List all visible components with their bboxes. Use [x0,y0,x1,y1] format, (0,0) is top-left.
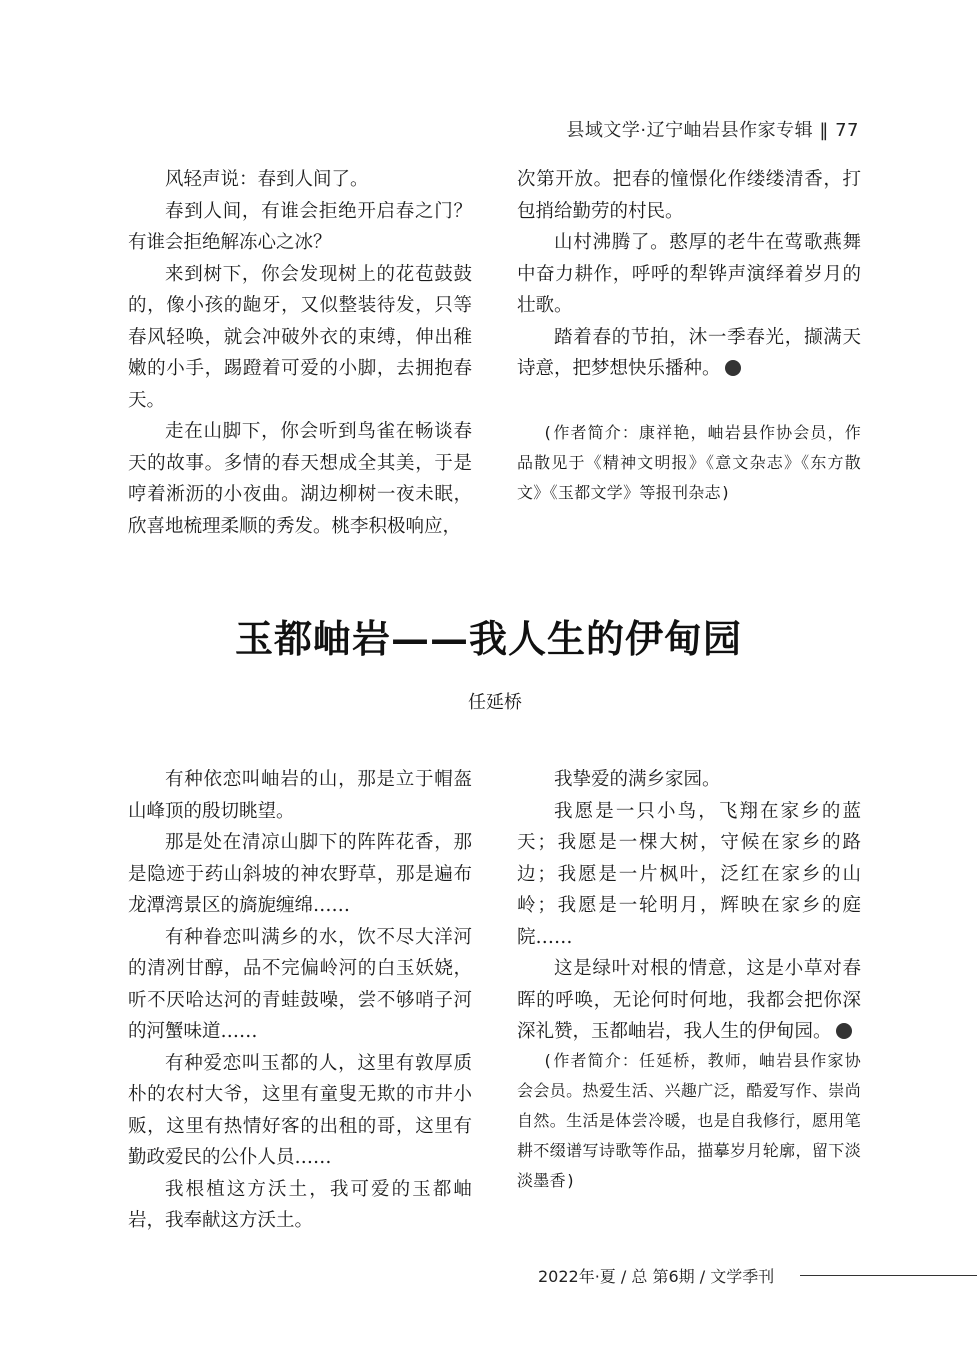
article-title: 玉都岫岩——我人生的伊甸园 [234,616,742,661]
top-left-column [128,164,472,542]
article-left-column [128,764,472,1237]
author-bio-article: (作者简介：任延桥，教师，岫岩县作家协会会员。热爱生活、兴趣广泛，酷爱写作、崇尚自然。生活是体尝冷暖，也是自我修行，愿用笔耕不缀谱写诗歌等作品，描摹岁月轮廓，留下淡淡墨香) [517,1051,861,1190]
paragraph-with-end-mark [517,322,861,385]
end-of-article-icon [836,1023,852,1039]
end-of-article-icon [725,360,741,376]
paragraph: 那是处在清凉山脚下的阵阵花香，那是隐迹于药山斜坡的神农野草，那是遍布龙潭湾景区的旖旎缠绵…… [128,832,472,916]
article-author: 任延桥 [468,692,522,713]
running-header: 县域文学·辽宁岫岩县作家专辑 ‖ 77 [566,120,859,141]
paragraph: 走在山脚下，你会听到鸟雀在畅谈春天的故事。多情的春天想成全其美，于是哼着淅沥的小夜曲。湖边柳树一夜未眠，欣喜地梳理柔顺的秀发。桃李积极响应， [128,421,472,537]
paragraph: 风轻声说：春到人间了。 [165,169,369,190]
paragraph: 有种爱恋叫玉都的人，这里有敦厚质朴的农村大爷，这里有童叟无欺的市井小贩，这里有热情好客的出租的哥，这里有勤政爱民的公仆人员…… [128,1052,472,1168]
page-footer: 2022年·夏 / 总 第6期 / 文学季刊 [538,1267,775,1286]
top-right-column [517,164,861,385]
paragraph: 春到人间，有谁会拒绝开启春之门？有谁会拒绝解冻心之冰？ [128,200,472,253]
paragraph: 我挚爱的满乡家园。 [554,769,721,790]
footer-rule [800,1275,977,1276]
paragraph: 来到树下，你会发现树上的花苞鼓鼓的，像小孩的龅牙，又似整装待发，只等春风轻唤，就会冲破外衣的束缚，伸出稚嫩的小手，踢蹬着可爱的小脚，去拥抱春天。 [128,263,472,411]
paragraph: 山村沸腾了。憨厚的老牛在莺歌燕舞中奋力耕作，呼呼的犁铧声演绎着岁月的壮歌。 [517,232,861,316]
author-bio-top: (作者简介：康祥艳，岫岩县作协会员，作品散见于《精神文明报》《意文杂志》《东方散文》《玉都文学》等报刊杂志) [517,423,861,502]
paragraph-with-end-mark [517,953,861,1048]
paragraph-text: 这是绿叶对根的情意，这是小草对春晖的呼唤，无论何时何地，我都会把你深深礼赞，玉都岫岩，我人生的伊甸园。 [517,958,861,1042]
paragraph: 有种依恋叫岫岩的山，那是立于帽盔山峰顶的殷切眺望。 [128,769,472,822]
article-right-column [517,764,861,1048]
paragraph: 次第开放。把春的憧憬化作缕缕清香，打包捎给勤劳的村民。 [517,169,861,222]
paragraph: 我根植这方沃土，我可爱的玉都岫岩，我奉献这方沃土。 [128,1178,472,1231]
paragraph-text: 踏着春的节拍，沐一季春光，撷满天诗意，把梦想快乐播种。 [517,326,861,379]
paragraph: 有种眷恋叫满乡的水，饮不尽大洋河的清冽甘醇，品不完偏岭河的白玉妖娆，听不厌哈达河的青蛙鼓噪，尝不够哨子河的河蟹味道…… [128,926,472,1042]
paragraph: 我愿是一只小鸟，飞翔在家乡的蓝天；我愿是一棵大树，守候在家乡的路边；我愿是一片枫叶，泛红在家乡的山岭；我愿是一轮明月，辉映在家乡的庭院…… [517,800,861,948]
